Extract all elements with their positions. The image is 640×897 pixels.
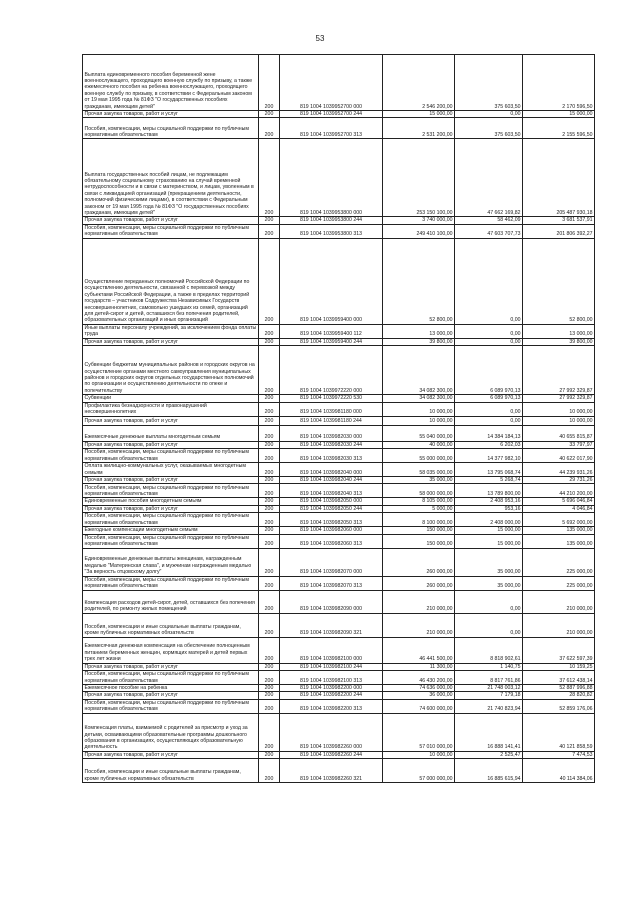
row-name-cell: Прочая закупка товаров, работ и услуг [83,477,259,484]
row-fact-cell: 5 268,74 [455,477,523,484]
row-plan-cell: 2 546 200,00 [383,55,455,111]
row-code-cell: 200 [259,324,280,338]
row-code-cell: 200 [259,663,280,670]
table-row [83,238,595,324]
row-kbk-cell: 819 1004 1039982030 313 [280,449,383,463]
table-row [83,402,595,416]
row-name-cell: Прочая закупка товаров, работ и услуг [83,505,259,512]
row-name-cell: Ежемесячные денежные выплаты многодетным семьям [83,425,259,441]
row-name-cell: Пособия, компенсации, меры социальной поддержки по публичным нормативным обязательствам [83,513,259,527]
row-code-cell: 200 [259,527,280,534]
row-fact-cell: 0,00 [455,402,523,416]
table-row [83,548,595,576]
row-fact-cell: 13 795 068,74 [455,463,523,477]
row-plan-cell: 35 000,00 [383,477,455,484]
row-kbk-cell: 819 1004 1039982070 000 [280,548,383,576]
row-plan-cell: 40 000,00 [383,441,455,448]
row-fact-cell: 375 603,50 [455,55,523,111]
row-rest-cell: 210 000,00 [523,613,595,637]
row-rest-cell: 33 797,97 [523,441,595,448]
row-fact-cell: 21 748 003,12 [455,685,523,692]
row-code-cell: 200 [259,576,280,590]
row-code-cell: 200 [259,671,280,685]
row-kbk-cell: 819 1004 1039982100 313 [280,671,383,685]
row-code-cell: 200 [259,441,280,448]
table-row [83,498,595,505]
table-row [83,338,595,345]
table-row [83,713,595,751]
row-code-cell: 200 [259,498,280,505]
row-fact-cell: 16 885 615,94 [455,759,523,783]
row-kbk-cell: 819 1004 1039982030 244 [280,441,383,448]
row-code-cell: 200 [259,637,280,663]
table-row [83,534,595,548]
row-kbk-cell: 819 1004 1039982060 313 [280,534,383,548]
table-row [83,505,595,512]
row-code-cell: 200 [259,759,280,783]
table-row [83,590,595,613]
row-name-cell: Пособия, компенсации, меры социальной поддержки по публичным нормативным обязательствам [83,534,259,548]
row-name-cell: Ежемесячное пособие на ребенка [83,685,259,692]
row-name-cell: Пособия, компенсации, меры социальной поддержки по публичным нормативным обязательствам [83,576,259,590]
row-code-cell: 200 [259,548,280,576]
row-name-cell: Выплата единовременного пособия беременной жене военнослужащего, проходящего военную службу по призыву, а также ежемесячного пособия на ребенка военнослужащего, проходящего военную службу по призыву, в соответствии с Федеральным законом от 19 мая 1995 года № 81ФЗ "О государственных пособиях гражданам, имеющим детей" [83,55,259,111]
row-fact-cell: 47 603 707,73 [455,224,523,238]
row-fact-cell: 47 662 169,82 [455,139,523,217]
row-name-cell: Пособия, компенсации, меры социальной поддержки по публичным нормативным обязательствам [83,699,259,713]
row-plan-cell: 150 000,00 [383,534,455,548]
row-plan-cell: 46 441 500,00 [383,637,455,663]
row-kbk-cell: 819 1004 1039982060 000 [280,527,383,534]
row-rest-cell: 52 887 996,88 [523,685,595,692]
row-name-cell: Пособия, компенсации, меры социальной поддержки по публичным нормативным обязательствам [83,671,259,685]
row-kbk-cell: 819 1004 1039982100 000 [280,637,383,663]
row-fact-cell: 14 377 982,10 [455,449,523,463]
row-code-cell: 200 [259,338,280,345]
row-plan-cell: 210 000,00 [383,613,455,637]
row-code-cell: 200 [259,477,280,484]
table-row [83,477,595,484]
row-rest-cell: 10 000,00 [523,402,595,416]
row-rest-cell: 201 806 392,27 [523,224,595,238]
row-rest-cell: 4 046,84 [523,505,595,512]
row-plan-cell: 57 010 000,00 [383,713,455,751]
row-code-cell: 200 [259,751,280,758]
row-code-cell: 200 [259,513,280,527]
row-code-cell: 200 [259,224,280,238]
row-name-cell: Прочая закупка товаров, работ и услуг [83,338,259,345]
table-row [83,637,595,663]
row-name-cell: Прочая закупка товаров, работ и услуг [83,692,259,699]
row-rest-cell: 37 612 438,14 [523,671,595,685]
table-row [83,663,595,670]
table-row [83,449,595,463]
row-code-cell: 200 [259,449,280,463]
row-fact-cell: 6 089 970,13 [455,395,523,402]
row-rest-cell: 44 239 931,26 [523,463,595,477]
row-code-cell: 200 [259,238,280,324]
row-fact-cell: 2 525,47 [455,751,523,758]
row-kbk-cell: 819 1004 1039982100 244 [280,663,383,670]
row-code-cell: 200 [259,111,280,118]
row-name-cell: Прочая закупка товаров, работ и услуг [83,111,259,118]
table-row [83,441,595,448]
row-kbk-cell: 819 1004 1039982040 244 [280,477,383,484]
row-name-cell: Единовременные пособия многодетным семьям [83,498,259,505]
row-name-cell: Прочая закупка товаров, работ и услуг [83,441,259,448]
row-kbk-cell: 819 1004 1039953800 244 [280,217,383,224]
row-name-cell: Пособия, компенсации, меры социальной поддержки по публичным нормативным обязательствам [83,484,259,498]
row-fact-cell: 953,16 [455,505,523,512]
row-fact-cell: 13 789 800,00 [455,484,523,498]
row-fact-cell: 21 740 823,94 [455,699,523,713]
row-name-cell: Компенсация расходов детей-сирот, детей, оставшихся без попечения родителей, по ремонту жилых помещений [83,590,259,613]
row-name-cell: Оплата жилищно-коммунальных услуг, оказываемых многодетным семьям [83,463,259,477]
row-fact-cell: 35 000,00 [455,576,523,590]
row-name-cell: Субвенции бюджетам муниципальных районов и городских округов на осуществление органами местного самоуправления муниципальных районов и городских округов отдельных государственных полномочий по организации и осуществлению деятельности по опеке и попечительству [83,346,259,395]
row-kbk-cell: 819 1004 1039982050 244 [280,505,383,512]
row-kbk-cell: 819 1004 1039972220 530 [280,395,383,402]
row-kbk-cell: 819 1004 1039982040 000 [280,463,383,477]
row-code-cell: 200 [259,534,280,548]
row-fact-cell: 0,00 [455,338,523,345]
table-row [83,324,595,338]
row-rest-cell: 2 155 596,50 [523,118,595,139]
row-plan-cell: 260 000,00 [383,576,455,590]
row-fact-cell: 35 000,00 [455,548,523,576]
row-plan-cell: 36 000,00 [383,692,455,699]
row-plan-cell: 39 800,00 [383,338,455,345]
row-kbk-cell: 819 1004 1039982260 321 [280,759,383,783]
row-code-cell: 200 [259,217,280,224]
row-fact-cell: 0,00 [455,590,523,613]
row-fact-cell: 0,00 [455,416,523,425]
row-rest-cell: 40 114 384,06 [523,759,595,783]
row-name-cell: Иные выплаты персоналу учреждений, за исключением фонда оплаты труда [83,324,259,338]
row-fact-cell: 0,00 [455,324,523,338]
table-row [83,395,595,402]
row-fact-cell: 0,00 [455,613,523,637]
row-fact-cell: 2 408 953,16 [455,498,523,505]
row-rest-cell: 135 000,00 [523,527,595,534]
row-rest-cell: 7 474,53 [523,751,595,758]
row-code-cell: 200 [259,699,280,713]
row-rest-cell: 40 655 815,87 [523,425,595,441]
row-rest-cell: 10 000,00 [523,416,595,425]
row-code-cell: 200 [259,713,280,751]
row-rest-cell: 52 800,00 [523,238,595,324]
row-plan-cell: 57 000 000,00 [383,759,455,783]
row-kbk-cell: 819 1004 1039982040 313 [280,484,383,498]
row-kbk-cell: 819 1004 1039952700 313 [280,118,383,139]
row-name-cell: Профилактика безнадзорности и правонарушений несовершеннолетних [83,402,259,416]
row-fact-cell: 7 179,18 [455,692,523,699]
row-name-cell: Ежегодные компенсации многодетным семьям [83,527,259,534]
row-rest-cell: 37 622 597,39 [523,637,595,663]
row-kbk-cell: 819 1004 1039982260 000 [280,713,383,751]
row-name-cell: Единовременные денежные выплаты женщинам, награжденным медалью "Материнская слава", и мужчинам награжденным медалью "За верность отцовскому долгу" [83,548,259,576]
row-name-cell: Прочая закупка товаров, работ и услуг [83,663,259,670]
row-plan-cell: 55 000 000,00 [383,449,455,463]
row-plan-cell: 15 000,00 [383,111,455,118]
row-code-cell: 200 [259,692,280,699]
row-code-cell: 200 [259,55,280,111]
table-row [83,699,595,713]
table-row [83,685,595,692]
row-rest-cell: 27 992 329,87 [523,346,595,395]
row-kbk-cell: 819 1004 1039959400 112 [280,324,383,338]
row-code-cell: 200 [259,402,280,416]
row-plan-cell: 34 082 300,00 [383,346,455,395]
row-plan-cell: 55 040 000,00 [383,425,455,441]
row-code-cell: 200 [259,484,280,498]
row-rest-cell: 27 992 329,87 [523,395,595,402]
table-row [83,671,595,685]
row-fact-cell: 2 408 000,00 [455,513,523,527]
table-row [83,217,595,224]
row-kbk-cell: 819 1004 1039981180 244 [280,416,383,425]
row-kbk-cell: 819 1004 1039972220 000 [280,346,383,395]
row-code-cell: 200 [259,139,280,217]
row-rest-cell: 40 121 858,59 [523,713,595,751]
row-plan-cell: 8 100 000,00 [383,513,455,527]
row-code-cell: 200 [259,463,280,477]
table-row [83,692,595,699]
row-name-cell: Пособия, компенсации, меры социальной поддержки по публичным нормативным обязательствам [83,224,259,238]
row-kbk-cell: 819 1004 1039982200 000 [280,685,383,692]
row-code-cell: 200 [259,395,280,402]
row-rest-cell: 225 000,00 [523,576,595,590]
row-plan-cell: 150 000,00 [383,527,455,534]
row-fact-cell: 0,00 [455,111,523,118]
row-rest-cell: 10 159,25 [523,663,595,670]
row-kbk-cell: 819 1004 1039982030 000 [280,425,383,441]
row-plan-cell: 2 531 200,00 [383,118,455,139]
row-rest-cell: 40 622 017,90 [523,449,595,463]
row-rest-cell: 28 820,82 [523,692,595,699]
row-code-cell: 200 [259,590,280,613]
row-fact-cell: 6 089 970,13 [455,346,523,395]
row-plan-cell: 253 150 100,00 [383,139,455,217]
row-rest-cell: 13 000,00 [523,324,595,338]
row-name-cell: Компенсация платы, взимаемой с родителей за присмотр и уход за детьми, осваивающими образовательные программы дошкольного образования в организациях, осуществляющих образовательную деятельность [83,713,259,751]
row-rest-cell: 15 000,00 [523,111,595,118]
row-rest-cell: 44 210 200,00 [523,484,595,498]
table-row [83,346,595,395]
row-plan-cell: 260 000,00 [383,548,455,576]
row-kbk-cell: 819 1004 1039952700 244 [280,111,383,118]
row-rest-cell: 135 000,00 [523,534,595,548]
row-kbk-cell: 819 1004 1039982090 000 [280,590,383,613]
row-rest-cell: 205 487 930,18 [523,139,595,217]
table-row [83,576,595,590]
row-kbk-cell: 819 1004 1039953800 000 [280,139,383,217]
row-plan-cell: 10 000,00 [383,751,455,758]
row-fact-cell: 15 000,00 [455,534,523,548]
row-kbk-cell: 819 1004 1039982050 000 [280,498,383,505]
row-code-cell: 200 [259,118,280,139]
row-code-cell: 200 [259,346,280,395]
row-fact-cell: 6 202,03 [455,441,523,448]
row-kbk-cell: 819 1004 1039952700 000 [280,55,383,111]
row-kbk-cell: 819 1004 1039982050 313 [280,513,383,527]
row-kbk-cell: 819 1004 1039959400 244 [280,338,383,345]
table-row [83,759,595,783]
row-name-cell: Пособия, компенсации и иные социальные выплаты гражданам, кроме публичных нормативных обязательств [83,613,259,637]
row-plan-cell: 5 000,00 [383,505,455,512]
row-rest-cell: 29 731,26 [523,477,595,484]
row-plan-cell: 74 600 000,00 [383,699,455,713]
table-row [83,111,595,118]
row-plan-cell: 249 410 100,00 [383,224,455,238]
row-code-cell: 200 [259,613,280,637]
row-name-cell: Прочая закупка товаров, работ и услуг [83,217,259,224]
row-name-cell: Пособия, компенсации и иные социальные выплаты гражданам, кроме публичных нормативных обязательств [83,759,259,783]
row-name-cell: Выплата государственных пособий лицам, не подлежащим обязательному социальному страхованию на случай временной нетрудоспособности и в связи с материнством, и лицам, уволенным в связи с ликвидацией организаций (прекращением деятельности, полномочий физическими лицами), в соответствии с Федеральным законом от 19 мая 1995 года № 81ФЗ "О государственных пособиях гражданам, имеющим детей" [83,139,259,217]
row-plan-cell: 8 105 000,00 [383,498,455,505]
table-row [83,55,595,111]
row-plan-cell: 210 000,00 [383,590,455,613]
table-row [83,751,595,758]
table-body [83,55,595,783]
row-fact-cell: 58 462,09 [455,217,523,224]
row-name-cell: Субвенции [83,395,259,402]
table-row [83,416,595,425]
table-row [83,224,595,238]
row-rest-cell: 2 170 596,50 [523,55,595,111]
row-kbk-cell: 819 1004 1039953800 313 [280,224,383,238]
row-code-cell: 200 [259,425,280,441]
row-rest-cell: 225 000,00 [523,548,595,576]
row-plan-cell: 58 035 000,00 [383,463,455,477]
table-row [83,484,595,498]
row-name-cell: Пособия, компенсации, меры социальной поддержки по публичным нормативным обязательствам [83,449,259,463]
row-rest-cell: 5 692 000,00 [523,513,595,527]
row-fact-cell: 375 603,50 [455,118,523,139]
row-plan-cell: 10 000,00 [383,402,455,416]
row-plan-cell: 34 082 300,00 [383,395,455,402]
row-kbk-cell: 819 1004 1039982070 313 [280,576,383,590]
row-plan-cell: 3 740 000,00 [383,217,455,224]
row-name-cell: Пособия, компенсации, меры социальной поддержки по публичным нормативным обязательствам [83,118,259,139]
row-fact-cell: 15 000,00 [455,527,523,534]
row-fact-cell: 8 817 761,86 [455,671,523,685]
table-row [83,613,595,637]
row-rest-cell: 3 681 537,91 [523,217,595,224]
table-row [83,527,595,534]
row-kbk-cell: 819 1004 1039982260 244 [280,751,383,758]
row-name-cell: Прочая закупка товаров, работ и услуг [83,751,259,758]
table-row [83,463,595,477]
row-rest-cell: 39 800,00 [523,338,595,345]
row-name-cell: Прочая закупка товаров, работ и услуг [83,416,259,425]
row-plan-cell: 52 800,00 [383,238,455,324]
row-fact-cell: 0,00 [455,238,523,324]
row-code-cell: 200 [259,505,280,512]
row-code-cell: 200 [259,685,280,692]
row-plan-cell: 11 300,00 [383,663,455,670]
row-fact-cell: 8 818 902,61 [455,637,523,663]
row-kbk-cell: 819 1004 1039982200 313 [280,699,383,713]
row-fact-cell: 16 888 141,41 [455,713,523,751]
budget-execution-table [82,54,595,783]
table-row [83,425,595,441]
table-row [83,118,595,139]
row-code-cell: 200 [259,416,280,425]
row-kbk-cell: 819 1004 1039981180 000 [280,402,383,416]
table-row [83,513,595,527]
page-number: 53 [315,34,325,43]
row-plan-cell: 58 000 000,00 [383,484,455,498]
row-plan-cell: 13 000,00 [383,324,455,338]
row-kbk-cell: 819 1004 1039959400 000 [280,238,383,324]
row-fact-cell: 14 384 184,13 [455,425,523,441]
row-plan-cell: 74 636 000,00 [383,685,455,692]
row-rest-cell: 52 859 176,06 [523,699,595,713]
row-plan-cell: 10 000,00 [383,416,455,425]
row-plan-cell: 46 430 200,00 [383,671,455,685]
row-rest-cell: 210 000,00 [523,590,595,613]
row-rest-cell: 5 696 046,84 [523,498,595,505]
row-fact-cell: 1 140,75 [455,663,523,670]
row-name-cell: Осуществление переданных полномочий Российской Федерации по осуществлению деятельности, связанной с перевозкой между субъектами Российской Федерации, а также в пределах территорий государств – участников Содружества Независимых Государств несовершеннолетних, самовольно ушедших из семей, организаций для детей-сирот и детей, оставшихся без попечения родителей, образовательных организаций и иных организаций [83,238,259,324]
table-row [83,139,595,217]
row-kbk-cell: 819 1004 1039982090 321 [280,613,383,637]
row-kbk-cell: 819 1004 1039982200 244 [280,692,383,699]
row-name-cell: Ежемесячная денежная компенсация на обеспечение полноценным питанием беременных женщин, кормящих матерей и детей первых трех лет жизни [83,637,259,663]
